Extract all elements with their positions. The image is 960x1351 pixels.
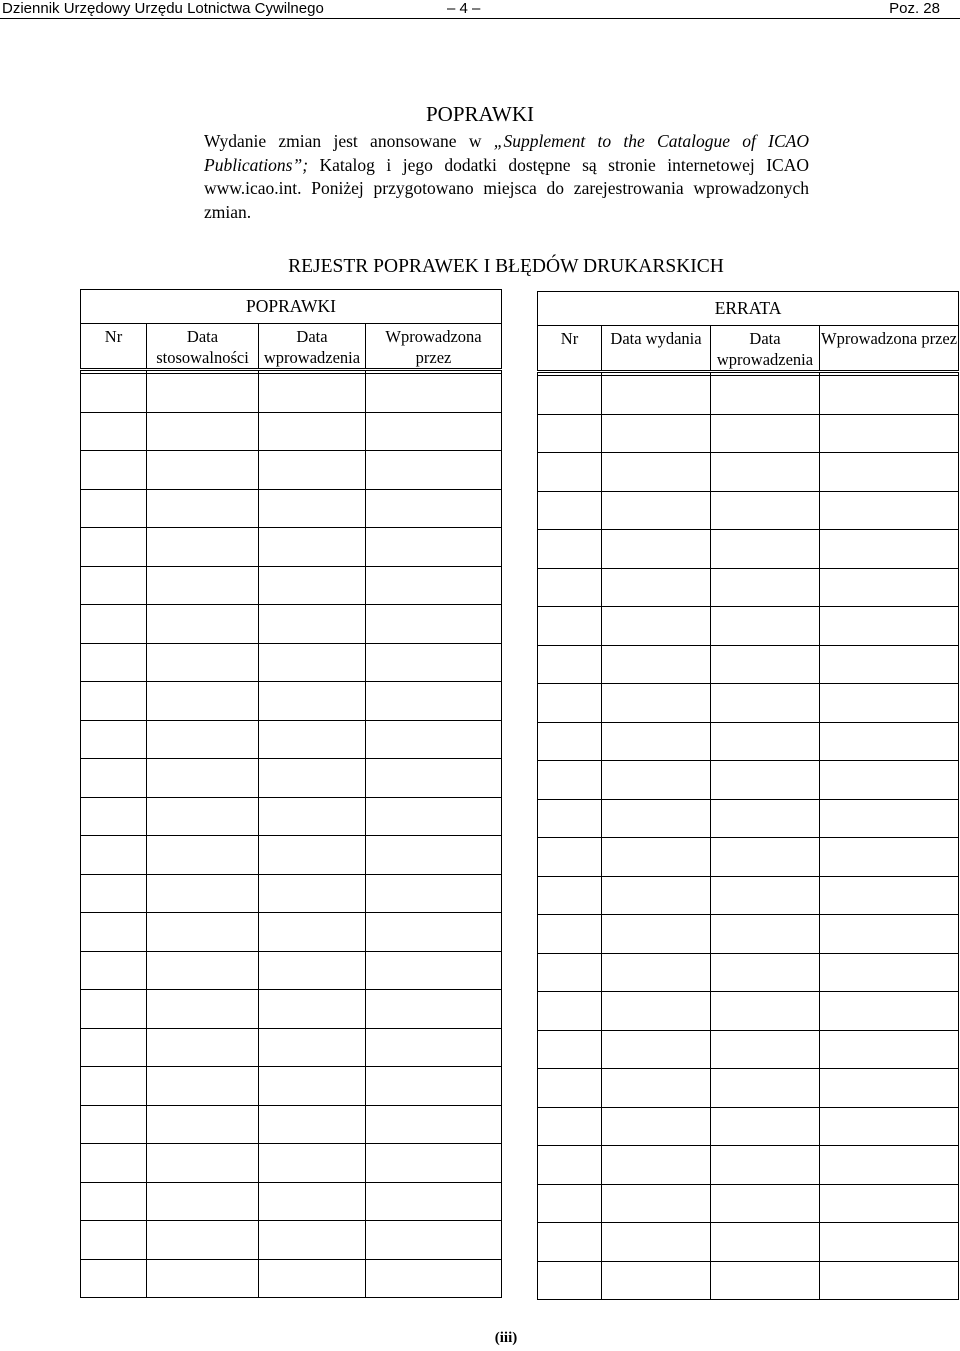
table-cell[interactable] [259,605,366,644]
table-cell[interactable] [366,1105,502,1144]
table-cell[interactable] [366,1221,502,1260]
table-row [538,722,959,761]
table-cell[interactable] [538,376,602,415]
table-cell[interactable] [366,1144,502,1183]
table-cell[interactable] [366,990,502,1029]
table-cell[interactable] [81,1028,147,1067]
table-cell[interactable] [711,645,820,684]
table-cell[interactable] [366,566,502,605]
table-row [538,876,959,915]
table-cell[interactable] [366,874,502,913]
table-cell[interactable] [602,1146,711,1185]
table-cell[interactable] [820,1223,959,1262]
table-cell[interactable] [147,451,259,490]
table-cell[interactable] [820,876,959,915]
table-cell[interactable] [820,992,959,1031]
amendments-body [81,374,502,1298]
table-cell[interactable] [711,1223,820,1262]
table-cell[interactable] [81,797,147,836]
table-cell[interactable] [602,1223,711,1262]
errata-col-issue-date: Data wydania [602,326,711,372]
table-cell[interactable] [538,1261,602,1300]
table-cell[interactable] [820,453,959,492]
table-cell[interactable] [820,376,959,415]
table-cell[interactable] [259,566,366,605]
table-cell[interactable] [711,684,820,723]
errata-body [538,376,959,1300]
amendments-table [80,289,502,1298]
table-cell[interactable] [820,1030,959,1069]
table-cell[interactable] [602,414,711,453]
table-cell[interactable] [711,1184,820,1223]
table-cell[interactable] [602,838,711,877]
table-cell[interactable] [820,1261,959,1300]
position-number: Poz. 28 [889,0,940,17]
table-cell[interactable] [81,951,147,990]
table-row [538,453,959,492]
table-cell[interactable] [602,761,711,800]
table-cell[interactable] [147,566,259,605]
register-title: REJESTR POPRAWEK I BŁĘDÓW DRUKARSKICH [288,256,724,277]
table-cell[interactable] [259,720,366,759]
table-cell[interactable] [538,1146,602,1185]
table-cell[interactable] [602,530,711,569]
table-cell[interactable] [711,915,820,954]
table-cell[interactable] [147,1221,259,1260]
table-row [538,645,959,684]
table-cell[interactable] [259,913,366,952]
table-row [81,682,502,721]
table-cell[interactable] [820,1184,959,1223]
table-cell[interactable] [820,530,959,569]
table-row [538,953,959,992]
page-title: POPRAWKI [426,102,534,126]
table-cell[interactable] [538,414,602,453]
table-row [538,376,959,415]
table-cell[interactable] [602,453,711,492]
table-cell[interactable] [259,682,366,721]
table-cell[interactable] [147,412,259,451]
table-cell[interactable] [538,992,602,1031]
table-cell[interactable] [538,1223,602,1262]
table-cell[interactable] [538,722,602,761]
table-cell[interactable] [820,607,959,646]
table-cell[interactable] [366,1028,502,1067]
table-cell[interactable] [820,645,959,684]
table-cell[interactable] [366,720,502,759]
table-cell[interactable] [147,797,259,836]
table-cell[interactable] [147,374,259,413]
table-row [538,992,959,1031]
intro-paragraph [204,130,809,224]
table-cell[interactable] [711,876,820,915]
table-cell[interactable] [81,605,147,644]
table-cell[interactable] [81,566,147,605]
table-cell[interactable] [602,953,711,992]
table-cell[interactable] [81,759,147,798]
table-cell[interactable] [820,568,959,607]
table-cell[interactable] [366,528,502,567]
table-cell[interactable] [366,1182,502,1221]
table-cell[interactable] [81,1144,147,1183]
table-cell[interactable] [366,643,502,682]
table-cell[interactable] [259,643,366,682]
table-cell[interactable] [366,1259,502,1298]
table-cell[interactable] [602,1030,711,1069]
table-cell[interactable] [147,528,259,567]
errata-table [537,291,959,1300]
table-row [81,412,502,451]
table-cell[interactable] [259,1105,366,1144]
table-cell[interactable] [259,489,366,528]
table-cell[interactable] [366,489,502,528]
table-row [81,1067,502,1106]
table-cell[interactable] [538,799,602,838]
table-cell[interactable] [147,1182,259,1221]
table-row [81,836,502,875]
table-cell[interactable] [711,722,820,761]
table-row [538,1146,959,1185]
table-cell[interactable] [602,684,711,723]
table-row [538,1184,959,1223]
table-cell[interactable] [820,722,959,761]
table-cell[interactable] [147,605,259,644]
table-row [538,838,959,877]
table-cell[interactable] [259,451,366,490]
table-row [81,797,502,836]
table-cell[interactable] [602,491,711,530]
table-row [538,530,959,569]
table-cell[interactable] [366,682,502,721]
header-rule [0,18,960,19]
table-cell[interactable] [81,451,147,490]
table-cell[interactable] [820,1107,959,1146]
table-cell[interactable] [81,720,147,759]
table-cell[interactable] [602,1184,711,1223]
table-row [81,1105,502,1144]
table-cell[interactable] [820,1146,959,1185]
table-cell[interactable] [259,1221,366,1260]
table-cell[interactable] [81,1259,147,1298]
intro-italic-title: „Supplement to the Catalogue of ICAO Publications”; [204,131,809,175]
table-cell[interactable] [711,1107,820,1146]
table-row [81,913,502,952]
table-cell[interactable] [147,836,259,875]
amend-col-entry-date: Data wprowadzenia [259,324,366,370]
table-cell[interactable] [259,1067,366,1106]
table-cell[interactable] [366,913,502,952]
table-cell[interactable] [147,682,259,721]
table-cell[interactable] [538,1030,602,1069]
table-row [538,799,959,838]
table-cell[interactable] [538,1069,602,1108]
table-row [538,684,959,723]
table-cell[interactable] [81,528,147,567]
table-cell[interactable] [538,1184,602,1223]
errata-group-header: ERRATA [538,292,959,326]
table-cell[interactable] [366,836,502,875]
table-row [81,1144,502,1183]
table-cell[interactable] [147,643,259,682]
table-cell[interactable] [147,1144,259,1183]
table-cell[interactable] [711,1069,820,1108]
table-cell[interactable] [259,990,366,1029]
table-cell[interactable] [602,992,711,1031]
table-cell[interactable] [820,491,959,530]
table-cell[interactable] [538,953,602,992]
table-cell[interactable] [259,1259,366,1298]
table-row [538,414,959,453]
table-cell[interactable] [259,1182,366,1221]
table-cell[interactable] [147,1259,259,1298]
table-cell[interactable] [711,414,820,453]
table-cell[interactable] [711,992,820,1031]
table-cell[interactable] [81,374,147,413]
table-row [538,1223,959,1262]
table-row [81,1182,502,1221]
table-cell[interactable] [147,1028,259,1067]
table-cell[interactable] [81,412,147,451]
table-row [81,951,502,990]
table-row [538,607,959,646]
table-cell[interactable] [147,951,259,990]
table-cell[interactable] [820,953,959,992]
table-cell[interactable] [81,1067,147,1106]
table-cell[interactable] [366,1067,502,1106]
table-row [81,643,502,682]
table-cell[interactable] [538,684,602,723]
table-row [81,528,502,567]
table-cell[interactable] [259,412,366,451]
table-cell[interactable] [147,913,259,952]
table-row [538,1107,959,1146]
table-cell[interactable] [366,951,502,990]
table-cell[interactable] [602,376,711,415]
table-cell[interactable] [259,759,366,798]
errata-col-entered-by: Wprowadzona przez [820,326,959,372]
intro-text-1: Wydanie zmian jest anonsowane w [204,131,494,151]
table-row [81,874,502,913]
amend-col-nr: Nr [81,324,147,370]
table-cell[interactable] [711,453,820,492]
table-cell[interactable] [711,1261,820,1300]
table-cell[interactable] [711,376,820,415]
table-cell[interactable] [538,645,602,684]
table-cell[interactable] [820,414,959,453]
table-cell[interactable] [538,453,602,492]
table-cell[interactable] [820,915,959,954]
table-cell[interactable] [259,374,366,413]
table-cell[interactable] [259,528,366,567]
table-cell[interactable] [538,568,602,607]
table-row [81,759,502,798]
table-row [538,915,959,954]
table-row [538,1261,959,1300]
table-cell[interactable] [81,836,147,875]
table-cell[interactable] [147,874,259,913]
table-cell[interactable] [602,1261,711,1300]
table-cell[interactable] [366,605,502,644]
table-cell[interactable] [711,838,820,877]
table-cell[interactable] [366,451,502,490]
table-row [81,990,502,1029]
table-cell[interactable] [147,1067,259,1106]
table-cell[interactable] [602,1107,711,1146]
table-cell[interactable] [538,915,602,954]
table-cell[interactable] [81,874,147,913]
amendments-table-wrapper [80,289,502,1298]
table-cell[interactable] [602,915,711,954]
table-cell[interactable] [538,838,602,877]
table-cell[interactable] [820,838,959,877]
intro-text-2: Katalog i jego dodatki dostępne są stronie internetowej ICAO www.icao.int. Poniżej przygotowano miejsca do zarejestrowania wprowadzonych zmian. [204,154,809,222]
table-cell[interactable] [711,799,820,838]
table-row [81,489,502,528]
table-row [81,451,502,490]
table-cell[interactable] [147,489,259,528]
table-row [538,568,959,607]
table-cell[interactable] [81,1221,147,1260]
table-cell[interactable] [81,913,147,952]
table-cell[interactable] [259,797,366,836]
table-cell[interactable] [538,491,602,530]
table-cell[interactable] [820,1069,959,1108]
table-cell[interactable] [602,568,711,607]
table-row [81,1221,502,1260]
table-cell[interactable] [711,530,820,569]
table-cell[interactable] [538,530,602,569]
table-cell[interactable] [259,874,366,913]
table-cell[interactable] [259,951,366,990]
table-cell[interactable] [538,1107,602,1146]
table-row [81,374,502,413]
table-cell[interactable] [81,489,147,528]
table-cell[interactable] [147,990,259,1029]
table-cell[interactable] [538,876,602,915]
table-cell[interactable] [147,720,259,759]
errata-col-nr: Nr [538,326,602,372]
amend-col-entered-by: Wprowadzona przez [366,324,502,370]
table-cell[interactable] [366,374,502,413]
amendments-group-header: POPRAWKI [81,290,502,324]
errata-col-entry-date: Data wprowadzenia [711,326,820,372]
table-cell[interactable] [366,759,502,798]
page-number: – 4 – [447,0,481,17]
table-cell[interactable] [81,682,147,721]
table-cell[interactable] [711,761,820,800]
table-cell[interactable] [711,1030,820,1069]
table-cell[interactable] [259,836,366,875]
amend-col-applicability-date: Data stosowalności [147,324,259,370]
table-cell[interactable] [81,1182,147,1221]
table-cell[interactable] [366,797,502,836]
table-cell[interactable] [259,1144,366,1183]
table-cell[interactable] [81,1105,147,1144]
table-cell[interactable] [602,645,711,684]
table-cell[interactable] [81,643,147,682]
table-cell[interactable] [711,568,820,607]
table-row [81,566,502,605]
table-cell[interactable] [711,953,820,992]
table-cell[interactable] [602,799,711,838]
table-row [81,720,502,759]
table-cell[interactable] [538,761,602,800]
table-row [81,605,502,644]
table-cell[interactable] [820,684,959,723]
table-cell[interactable] [711,491,820,530]
table-cell[interactable] [820,761,959,800]
table-row [81,1259,502,1298]
journal-name: Dziennik Urzędowy Urzędu Lotnictwa Cywilnego [2,0,324,17]
table-cell[interactable] [259,1028,366,1067]
table-cell[interactable] [602,607,711,646]
table-cell[interactable] [538,607,602,646]
table-row [538,761,959,800]
table-cell[interactable] [602,722,711,761]
table-row [538,1069,959,1108]
table-cell[interactable] [602,876,711,915]
table-cell[interactable] [602,1069,711,1108]
table-row [538,1030,959,1069]
table-cell[interactable] [366,412,502,451]
table-cell[interactable] [81,990,147,1029]
table-row [81,1028,502,1067]
errata-table-wrapper [537,291,959,1300]
table-cell[interactable] [147,1105,259,1144]
table-cell[interactable] [820,799,959,838]
page-footer: (iii) [494,1330,518,1346]
table-cell[interactable] [147,759,259,798]
table-cell[interactable] [711,607,820,646]
table-cell[interactable] [711,1146,820,1185]
table-row [538,491,959,530]
